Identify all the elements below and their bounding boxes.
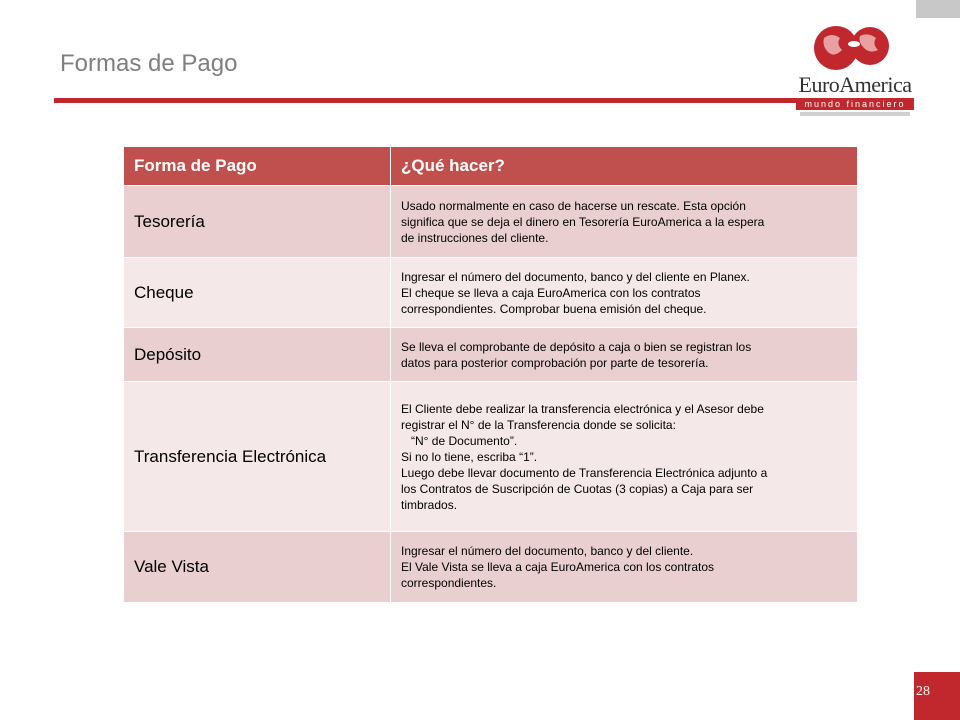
- logo-underline: [800, 112, 910, 116]
- logo-wordmark: EuroAmerica: [798, 72, 912, 97]
- instruction-line: correspondientes.: [401, 575, 497, 590]
- instruction-line: datos para posterior comprobación por parte de tesorería.: [401, 355, 709, 370]
- instructions-cell: [391, 328, 858, 382]
- table-row: [124, 328, 858, 382]
- euroamerica-logo: [796, 24, 914, 116]
- header-forma-de-pago: Forma de Pago: [124, 147, 391, 186]
- table-row: [124, 382, 858, 532]
- instruction-line: “N° de Documento”.: [411, 433, 518, 448]
- instruction-line: Se lleva el comprobante de depósito a caja o bien se registran los: [401, 339, 752, 354]
- globe-logo-icon: [796, 24, 914, 74]
- title-rule: [54, 98, 906, 103]
- slide-title: Formas de Pago: [60, 50, 238, 77]
- page-number: 28: [916, 684, 930, 699]
- logo-tagline: mundo financiero: [796, 98, 914, 110]
- instruction-line: El Cliente debe realizar la transferencia electrónica y el Asesor debe: [401, 401, 764, 416]
- instruction-line: Ingresar el número del documento, banco y del cliente en Planex.: [401, 269, 750, 284]
- method-cell: Tesorería: [124, 186, 391, 258]
- instruction-line: significa que se deja el dinero en Tesorería EuroAmerica a la espera: [401, 214, 765, 229]
- page-number-badge: [914, 672, 960, 720]
- header-que-hacer: ¿Qué hacer?: [391, 147, 858, 186]
- instruction-line: Si no lo tiene, escriba “1”.: [401, 449, 538, 464]
- instruction-line: los Contratos de Suscripción de Cuotas (3 copias) a Caja para ser: [401, 481, 754, 496]
- instruction-line: Usado normalmente en caso de hacerse un rescate. Esta opción: [401, 198, 746, 213]
- instructions-cell: [391, 186, 858, 258]
- payment-methods-table: [124, 147, 858, 602]
- instruction-line: Luego debe llevar documento de Transferencia Electrónica adjunto a: [401, 465, 768, 480]
- table-header-row: [124, 147, 858, 186]
- instruction-line: timbrados.: [401, 497, 458, 512]
- instruction-line: El cheque se lleva a caja EuroAmerica con los contratos: [401, 285, 701, 300]
- instruction-line: de instrucciones del cliente.: [401, 230, 549, 245]
- method-cell: Transferencia Electrónica: [124, 382, 391, 532]
- corner-decoration: [916, 0, 960, 18]
- method-cell: Vale Vista: [124, 532, 391, 602]
- method-cell: Cheque: [124, 258, 391, 328]
- instructions-cell: [391, 382, 858, 532]
- instruction-line: El Vale Vista se lleva a caja EuroAmerica con los contratos: [401, 559, 715, 574]
- table-row: [124, 186, 858, 258]
- instructions-cell: [391, 532, 858, 602]
- method-cell: Depósito: [124, 328, 391, 382]
- instruction-line: registrar el N° de la Transferencia donde se solicita:: [401, 417, 676, 432]
- table-row: [124, 258, 858, 328]
- instruction-line: correspondientes. Comprobar buena emisión del cheque.: [401, 301, 707, 316]
- instruction-line: Ingresar el número del documento, banco y del cliente.: [401, 543, 694, 558]
- table-row: [124, 532, 858, 602]
- instructions-cell: [391, 258, 858, 328]
